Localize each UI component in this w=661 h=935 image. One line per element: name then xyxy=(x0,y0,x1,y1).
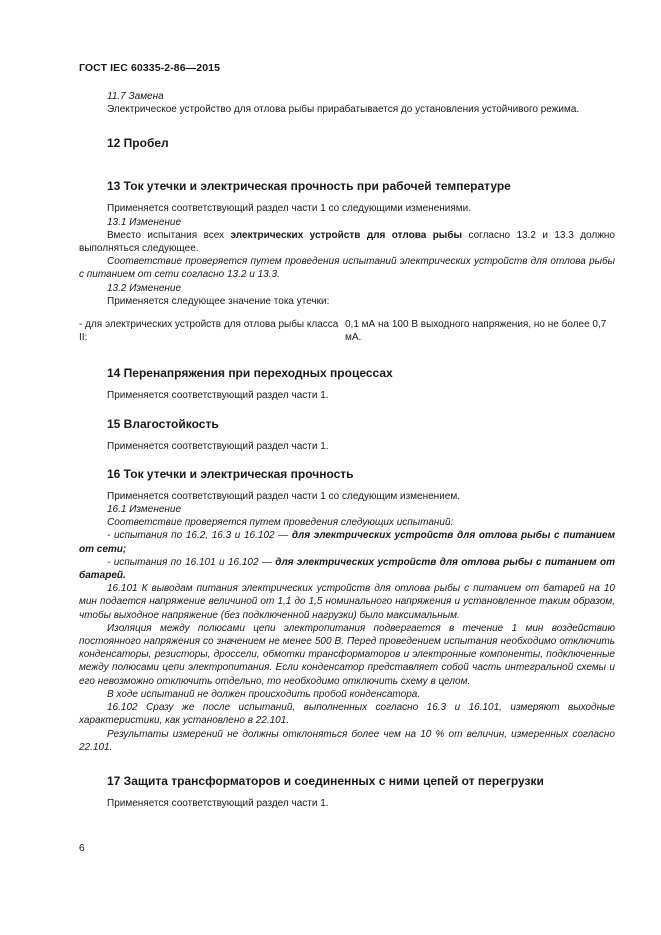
section-14-heading: 14 Перенапряжения при переходных процессах xyxy=(107,366,393,381)
text-run: согласно 13.2 и 13.3 должно выполняться следующее. xyxy=(79,229,615,255)
paragraph: В ходе испытаний не должен происходить пробой конденсатора. xyxy=(107,688,421,700)
section-16-heading: 16 Ток утечки и электрическая прочность xyxy=(107,466,354,481)
text-run: - испытания по 16.101 и 16.102 — xyxy=(107,556,276,568)
subclause-16-102: 16.102 Сразу же после испытаний, выполненных согласно 16.3 и 16.101, измеряют выходные характеристики, как установлено в 22.101. xyxy=(79,702,615,727)
section-17-heading: 17 Защита трансформаторов и соединенных с ними цепей от перегрузки xyxy=(107,773,544,788)
section-15-heading: 15 Влагостойкость xyxy=(107,416,219,431)
paragraph: Применяется следующее значение тока утечки: xyxy=(107,295,330,307)
list-item xyxy=(79,529,615,555)
paragraph: Изоляция между полюсами цепи электропитания подвергается в течение 1 мин воздействию постоянного напряжения со значением не менее 500 В. Перед проведением испытания необходимо отключить конденсаторы, резисторы, дроссели, обмотки трансформаторов и электронные компоненты, подключенные между полюсами цепи электропитания. Если конденсатор представляет собой часть интегральной схемы и его невозможно отключить отдельно, то необходимо отключить схему в целом. xyxy=(79,622,615,687)
compliance-paragraph: Соответствие проверяется путем проведения испытаний электрических устройств для отлова рыбы с питанием от сети согласно 13.2 и 13.3. xyxy=(79,256,615,281)
paragraph: Применяется соответствующий раздел части 1 со следующими изменениями. xyxy=(107,203,472,215)
defined-term: электрических устройств для отлова рыбы xyxy=(230,229,463,241)
list-item xyxy=(79,556,615,582)
paragraph xyxy=(79,229,615,255)
paragraph: Применяется соответствующий раздел части 1. xyxy=(107,390,329,402)
paragraph: Применяется соответствующий раздел части 1. xyxy=(107,440,329,452)
subclause-16-101: 16.101 К выводам питания электрических устройств для отлова рыбы с питанием от батарей на 10 мин подается напряжение величиной от 1,1 до 1,5 номинального напряжения и установленное таким образом, чтобы выходное напряжение (без подключенной нагрузки) было максимальным. xyxy=(79,583,615,621)
subclause-16-1-title: 16.1 Изменение xyxy=(107,504,182,516)
leakage-row-value: 0,1 мА на 100 В выходного напряжения, но не более 0,7 мА. xyxy=(345,319,607,344)
subclause-11-7-title: 11.7 Замена xyxy=(107,91,164,102)
paragraph: Результаты измерений не должны отклоняться более чем на 10 % от величин, измеренных согласно 22.101. xyxy=(79,728,615,753)
document-body xyxy=(79,90,615,810)
defined-term: для электрических устройств для отлова рыбы с питанием от сети; xyxy=(79,530,615,555)
defined-term: для электрических устройств для отлова рыбы с питанием от батарей. xyxy=(79,556,616,582)
paragraph: Применяется соответствующий раздел части 1 со следующим изменением. xyxy=(107,490,460,502)
paragraph: Электрическое устройство для отлова рыбы прирабатывается до установления устойчивого режима. xyxy=(107,104,580,116)
document-header: ГОСТ IEC 60335-2-86—2015 xyxy=(79,62,221,74)
leakage-current-row xyxy=(79,318,615,344)
section-12-heading: 12 Пробел xyxy=(107,136,169,151)
paragraph: Применяется соответствующий раздел части 1. xyxy=(107,797,329,809)
page-number: 6 xyxy=(79,843,85,854)
subclause-13-2-title: 13.2 Изменение xyxy=(107,282,182,294)
text-run: - испытания по 16.2, 16.3 и 16.102 — xyxy=(107,530,292,542)
text-run: Вместо испытания всех xyxy=(107,229,231,241)
leakage-row-label: - для электрических устройств для отлова рыбы класса II: xyxy=(79,319,339,344)
compliance-paragraph: Соответствие проверяется путем проведения следующих испытаний: xyxy=(107,517,454,529)
subclause-13-1-title: 13.1 Изменение xyxy=(107,216,182,228)
section-13-heading: 13 Ток утечки и электрическая прочность при рабочей температуре xyxy=(107,179,511,194)
